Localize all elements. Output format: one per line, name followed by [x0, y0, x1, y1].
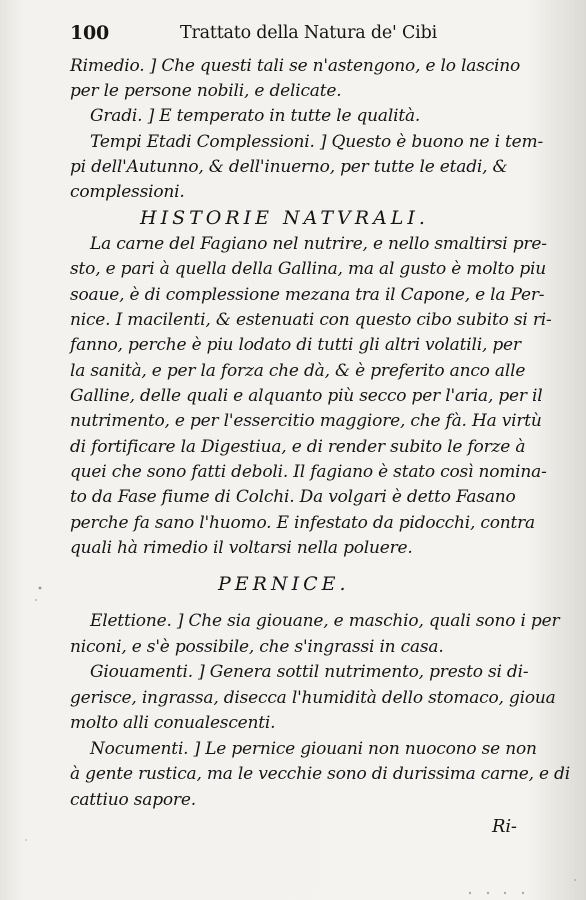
text-line: per le persone nobili, e delicate. — [70, 81, 342, 101]
text-line: Elettione. ] Che sia giouane, e maschio, quali sono i per — [90, 611, 560, 631]
text-line: molto alli conualescenti. — [70, 713, 276, 733]
section-heading: PERNICE. — [218, 573, 350, 595]
text-line: sto, e pari à quella della Gallina, ma al gusto è molto piu — [70, 259, 547, 279]
text-line: soaue, è di complessione mezana tra il Capone, e la Per- — [70, 285, 545, 305]
text-line: to da Fase fiume di Colchi. Da volgari è detto Fasano — [70, 487, 516, 507]
text-line: perche fa sano l'huomo. E infestato da pidocchi, contra — [70, 513, 535, 533]
text-line: cattiuo sapore. — [70, 790, 196, 810]
text-line: Rimedio. ] Che questi tali se n'astengono, e lo lascino — [70, 56, 521, 76]
text-line: La carne del Fagiano nel nutrire, e nello smaltirsi pre- — [90, 234, 547, 254]
text-line: gerisce, ingrassa, disecca l'humidità dello stomaco, gioua — [70, 688, 556, 708]
running-title: Trattato della Natura de' Cibi — [180, 23, 437, 43]
text-line: quei che sono fatti deboli. Il fagiano è stato così nomina- — [70, 462, 547, 482]
text-line: nice. I macilenti, & estenuati con questo cibo subito si ri- — [70, 310, 552, 330]
text-line: pi dell'Autunno, & dell'inuerno, per tutte le etadi, & — [70, 157, 508, 177]
text-line: quali hà rimedio il voltarsi nella poluere. — [70, 538, 413, 558]
catchword: Ri- — [492, 816, 517, 837]
text-line: Giouamenti. ] Genera sottil nutrimento, presto si di- — [90, 662, 529, 682]
page-number: 100 — [70, 22, 110, 44]
text-line: niconi, e s'è possibile, che s'ingrassi in casa. — [70, 637, 444, 657]
text-line: di fortificare la Digestiua, e di render subito le forze à — [70, 437, 526, 457]
text-line: à gente rustica, ma le vecchie sono di durissima carne, e di — [70, 764, 570, 784]
text-line: Tempi Etadi Complessioni. ] Questo è buono ne i tem- — [90, 132, 543, 152]
text-line: Galline, delle quali e alquanto più secco per l'aria, per il — [70, 386, 543, 406]
text-line: Nocumenti. ] Le pernice giouani non nuocono se non — [90, 739, 537, 759]
text-line: nutrimento, e per l'essercitio maggiore, che fà. Ha virtù — [70, 411, 542, 431]
section-heading: HISTORIE NATVRALI. — [140, 207, 429, 229]
text-line: complessioni. — [70, 182, 185, 202]
text-line: la sanità, e per la forza che dà, & è preferito anco alle — [70, 361, 526, 381]
text-line: Gradi. ] E temperato in tutte le qualità. — [90, 106, 421, 126]
text-line: fanno, perche è piu lodato di tutti gli altri volatili, per — [70, 335, 521, 355]
